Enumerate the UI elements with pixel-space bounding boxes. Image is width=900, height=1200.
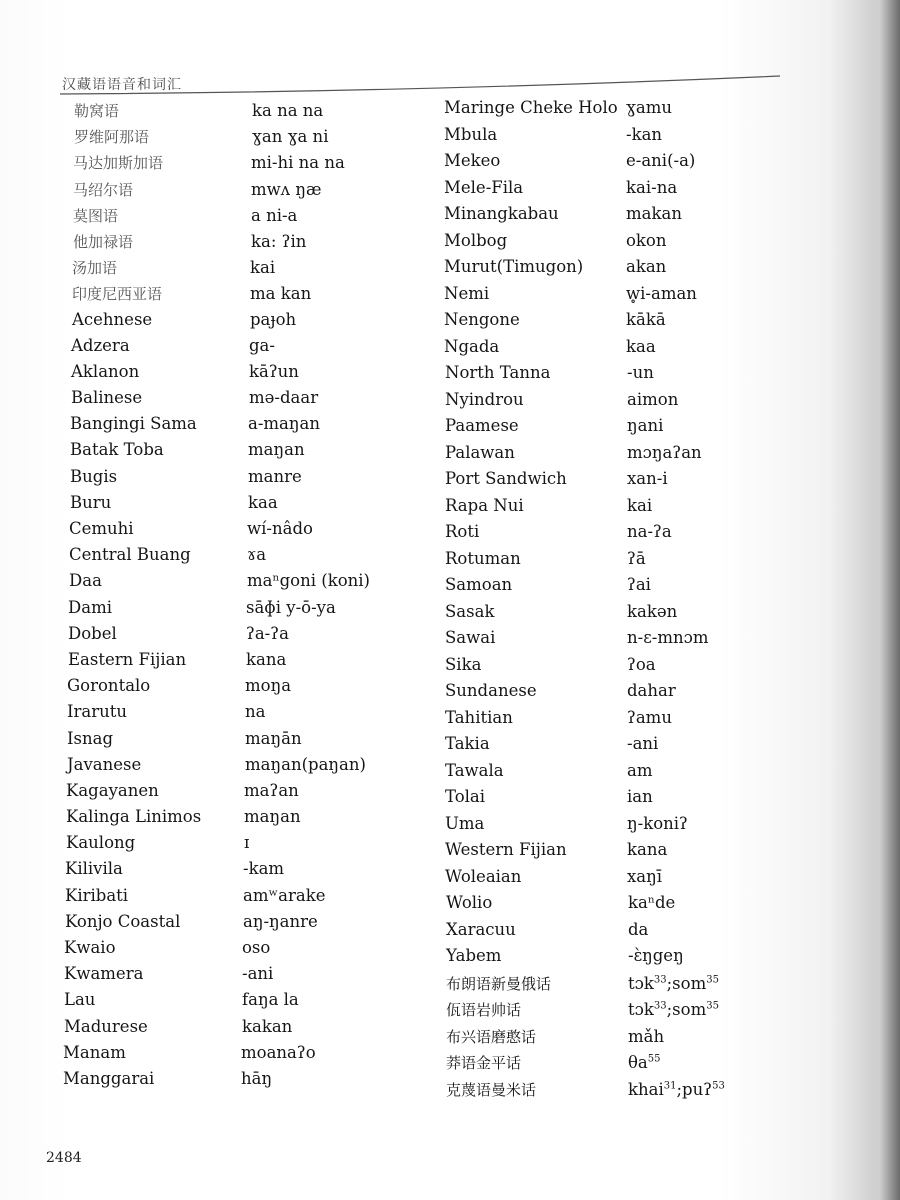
- word-form: ŋani: [627, 416, 664, 435]
- word-form: hāŋ: [241, 1068, 273, 1088]
- word-form: -ani: [242, 964, 274, 984]
- word-form: ian: [627, 787, 653, 806]
- language-name: Balinese: [71, 388, 143, 408]
- word-form: $\theta a^{55}$: [628, 1053, 661, 1072]
- entry-row: [445, 443, 725, 470]
- language-name: Mekeo: [444, 151, 501, 170]
- word-form: faŋa la: [242, 990, 299, 1010]
- language-name: Tolai: [445, 787, 486, 806]
- language-name: Kwamera: [64, 964, 144, 984]
- entry-row: [445, 416, 725, 443]
- language-name: Daa: [69, 571, 102, 591]
- language-name: Palawan: [445, 442, 515, 462]
- word-form: -un: [627, 363, 654, 382]
- word-form: wí-nâdo: [247, 519, 313, 538]
- language-name: Javanese: [67, 754, 142, 774]
- word-form: am: [627, 760, 653, 780]
- language-name: Manggarai: [63, 1068, 155, 1088]
- entry-row: [444, 310, 725, 337]
- entry-row: [444, 231, 725, 258]
- word-form: -kan: [626, 124, 663, 144]
- word-form: kaa: [248, 492, 278, 512]
- entry-row: [446, 1079, 725, 1106]
- word-form: akan: [626, 257, 667, 276]
- entry-row: [444, 284, 725, 311]
- language-name: 马绍尔语: [73, 180, 134, 199]
- language-name: Madurese: [64, 1016, 148, 1036]
- word-form: kākā: [626, 310, 666, 329]
- word-form: dahar: [627, 681, 676, 700]
- entry-row: [445, 575, 725, 602]
- language-name: Buru: [70, 492, 112, 512]
- word-form: ʔoa: [627, 654, 656, 674]
- language-name: Minangkabau: [444, 204, 559, 223]
- entry-row: [446, 893, 725, 920]
- language-name: 莽语金平话: [446, 1054, 522, 1072]
- entry-row: [445, 496, 725, 523]
- word-form: ma kan: [250, 284, 312, 304]
- entry-row: [445, 708, 725, 735]
- language-name: Manam: [63, 1042, 126, 1062]
- word-form: -ani: [627, 734, 659, 753]
- entry-row: [69, 571, 370, 597]
- entry-row: [63, 1043, 370, 1069]
- word-form: kakən: [627, 601, 678, 621]
- entry-row: [68, 650, 370, 676]
- word-form: ka na na: [252, 101, 324, 120]
- entry-row: [66, 781, 370, 807]
- entry-row: [69, 545, 370, 571]
- entry-row: [446, 920, 725, 947]
- language-name: Rapa Nui: [445, 495, 524, 515]
- entry-row: [444, 125, 725, 152]
- word-form: mwʌ ŋæ: [251, 179, 322, 199]
- entry-row: [73, 152, 370, 178]
- language-name: Nyindrou: [445, 389, 524, 409]
- language-name: Mele-Fila: [444, 177, 524, 197]
- language-name: Wolio: [446, 893, 493, 912]
- language-name: Sawai: [445, 628, 496, 647]
- language-name: Batak Toba: [70, 440, 164, 460]
- language-name: Lau: [64, 990, 96, 1010]
- entry-row: [445, 734, 725, 761]
- language-name: Isnag: [67, 728, 114, 748]
- word-form: maⁿgoni (koni): [247, 571, 370, 591]
- entry-row: [70, 414, 370, 440]
- entry-row: [445, 867, 725, 894]
- word-form: n-ɛ-mnɔm: [627, 628, 709, 647]
- entry-row: [68, 624, 370, 650]
- word-form: maʔan: [244, 780, 299, 800]
- running-head: 汉藏语语音和词汇: [62, 77, 182, 93]
- word-form: aŋ-ŋanre: [243, 911, 318, 931]
- language-name: Nengone: [444, 310, 520, 329]
- right-column: [444, 98, 725, 1105]
- word-form: ʔamu: [627, 707, 672, 727]
- word-form: ŋ-koniʔ: [627, 813, 688, 833]
- word-form: mə-daar: [249, 388, 319, 408]
- language-name: Kaulong: [66, 833, 136, 853]
- word-form: okon: [626, 230, 667, 250]
- language-name: Port Sandwich: [445, 469, 567, 488]
- word-form: kai: [627, 495, 653, 515]
- entry-row: [67, 729, 370, 755]
- entry-row: [445, 655, 725, 682]
- entry-row: [64, 990, 370, 1016]
- entry-row: [446, 999, 725, 1026]
- entry-row: [444, 151, 725, 178]
- language-name: 布兴语磨憨话: [446, 1027, 537, 1046]
- word-form: -ɛ̀ŋgeŋ: [628, 946, 684, 965]
- language-name: Kiribati: [65, 885, 129, 905]
- language-name: 莫图语: [73, 206, 119, 225]
- entry-row: [445, 522, 725, 549]
- entry-row: [72, 310, 370, 336]
- language-name: 马达加斯加语: [73, 154, 164, 173]
- word-form: ʔa-ʔa: [246, 623, 289, 643]
- entry-row: [444, 204, 725, 231]
- entry-row: [71, 362, 370, 388]
- word-form: xaŋī: [627, 866, 663, 886]
- word-form: a ni-a: [251, 205, 298, 225]
- language-name: Eastern Fijian: [68, 649, 187, 669]
- language-name: Nemi: [444, 283, 490, 303]
- entry-row: [63, 1069, 370, 1095]
- book-spine-shadow: [866, 0, 900, 1200]
- language-name: Irarutu: [67, 702, 128, 722]
- left-column: [62, 100, 370, 1095]
- entry-row: [73, 205, 370, 231]
- language-name: 克蔑语曼米话: [446, 1080, 537, 1099]
- entry-row: [70, 493, 370, 519]
- language-name: Mbula: [444, 124, 498, 144]
- language-name: Sika: [445, 654, 482, 674]
- entry-row: [67, 755, 370, 781]
- language-name: Takia: [445, 734, 490, 753]
- language-name: Tawala: [445, 760, 504, 780]
- word-form: maŋan(paŋan): [245, 754, 366, 774]
- language-name: Kalinga Linimos: [66, 807, 202, 827]
- word-form: mǎh: [628, 1026, 665, 1046]
- language-name: Cemuhi: [69, 519, 134, 538]
- language-name: Maringe Cheke Holo: [444, 98, 618, 117]
- word-form: e-ani(-a): [626, 151, 696, 170]
- entry-row: [73, 231, 370, 257]
- entry-row: [445, 549, 725, 576]
- word-form: paɟoh: [250, 309, 297, 329]
- language-name: Bangingi Sama: [70, 414, 197, 434]
- word-form: amʷarake: [243, 885, 326, 905]
- entry-row: [445, 761, 725, 788]
- entry-row: [445, 602, 725, 629]
- word-form: ga-: [249, 335, 275, 355]
- entry-row: [71, 388, 370, 414]
- word-form: mɔŋaʔan: [627, 442, 702, 462]
- entry-row: [67, 676, 370, 702]
- entry-row: [68, 598, 370, 624]
- language-name: Roti: [445, 522, 480, 541]
- entry-row: [65, 859, 370, 885]
- word-form: na-ʔa: [627, 522, 672, 541]
- word-form: ka: ʔin: [251, 231, 307, 251]
- language-name: Sasak: [445, 601, 495, 621]
- word-form: khai$^{31}$;puʔ$^{53}$: [628, 1079, 725, 1099]
- entry-row: [444, 337, 725, 364]
- word-form: ɣan ɣa ni: [252, 127, 329, 147]
- language-name: 汤加语: [72, 259, 118, 278]
- language-name: Rotuman: [445, 548, 521, 568]
- entry-row: [445, 840, 725, 867]
- language-name: Acehnese: [72, 309, 153, 329]
- entry-row: [445, 628, 725, 655]
- entry-row: [444, 178, 725, 205]
- entry-row: [69, 519, 370, 545]
- language-name: 佤语岩帅话: [446, 1001, 522, 1019]
- word-form: ʔai: [627, 575, 651, 594]
- language-name: 勒窝语: [74, 102, 120, 120]
- word-form: na: [245, 702, 266, 722]
- entry-row: [445, 814, 725, 841]
- word-form: kāʔun: [249, 361, 299, 381]
- entry-row: [73, 179, 370, 205]
- word-form: moŋa: [245, 676, 292, 696]
- word-form: aimon: [627, 389, 679, 409]
- language-name: North Tanna: [445, 363, 551, 382]
- page-number: 2484: [46, 1150, 82, 1166]
- language-name: Gorontalo: [67, 676, 151, 696]
- word-form: kai-na: [626, 177, 678, 197]
- language-name: Murut(Timugon): [444, 257, 584, 276]
- language-name: Konjo Coastal: [65, 911, 181, 931]
- entry-row: [64, 964, 370, 990]
- entry-row: [444, 257, 725, 284]
- entry-row: [446, 946, 725, 973]
- word-form: tɔk$^{33}$;som$^{35}$: [628, 1000, 719, 1019]
- entry-row: [445, 681, 725, 708]
- entry-row: [74, 126, 370, 152]
- word-form: xan-i: [627, 469, 668, 488]
- language-name: Ngada: [444, 336, 500, 356]
- word-form: ɣamu: [626, 98, 672, 117]
- language-name: Bugis: [70, 466, 118, 486]
- language-name: 他加禄语: [73, 232, 134, 251]
- language-name: Woleaian: [445, 866, 522, 886]
- language-name: Samoan: [445, 575, 513, 594]
- word-form: w̥i-aman: [626, 283, 697, 303]
- language-name: Xaracuu: [446, 919, 516, 939]
- entry-row: [65, 886, 370, 912]
- word-form: kaa: [626, 336, 656, 356]
- language-name: 罗维阿那语: [74, 128, 150, 147]
- entry-row: [64, 1017, 370, 1043]
- language-name: 布朗语新曼俄话: [446, 974, 552, 993]
- word-form: tɔk$^{33}$;som$^{35}$: [628, 973, 719, 993]
- language-name: Central Buang: [69, 545, 191, 565]
- word-form: maŋān: [245, 728, 302, 748]
- word-form: kakan: [242, 1016, 293, 1036]
- language-name: Kilivila: [65, 859, 123, 879]
- word-form: maŋan: [248, 440, 305, 460]
- language-name: Dobel: [68, 623, 117, 643]
- language-name: Uma: [445, 813, 485, 833]
- entry-row: [445, 390, 725, 417]
- word-form: kaⁿde: [628, 893, 676, 912]
- word-form: oso: [242, 938, 271, 957]
- entry-row: [445, 469, 725, 496]
- entry-row: [71, 336, 370, 362]
- language-name: Western Fijian: [445, 840, 567, 859]
- word-form: sāɸi y-ō-ya: [246, 597, 336, 617]
- entry-row: [65, 912, 370, 938]
- language-name: Molbog: [444, 230, 508, 250]
- language-name: Sundanese: [445, 681, 537, 700]
- entry-row: [444, 98, 725, 125]
- entry-row: [67, 702, 370, 728]
- language-name: Tahitian: [445, 707, 513, 727]
- entry-row: [74, 100, 370, 126]
- language-name: Aklanon: [71, 361, 140, 381]
- language-name: Kagayanen: [66, 780, 159, 800]
- entry-row: [66, 807, 370, 833]
- entry-row: [446, 1026, 725, 1053]
- language-name: Kwaio: [64, 938, 116, 957]
- word-form: kai: [250, 258, 276, 278]
- language-name: Dami: [68, 597, 112, 617]
- word-form: a-maŋan: [248, 414, 320, 434]
- word-form: maŋan: [244, 807, 301, 827]
- word-form: kana: [246, 649, 287, 669]
- entry-row: [72, 257, 370, 283]
- word-form: -kam: [243, 859, 285, 879]
- word-form: moanaʔo: [241, 1042, 316, 1062]
- entry-row: [445, 363, 725, 390]
- language-name: 印度尼西亚语: [72, 285, 163, 304]
- entry-row: [70, 467, 370, 493]
- entry-row: [70, 440, 370, 466]
- language-name: Paamese: [445, 416, 519, 435]
- word-form: ɪ: [244, 833, 250, 853]
- entry-row: [64, 938, 370, 964]
- word-form: mi-hi na na: [251, 153, 345, 173]
- entry-row: [66, 833, 370, 859]
- word-form: ɤa: [247, 545, 267, 565]
- entry-row: [445, 787, 725, 814]
- entry-row: [446, 1052, 725, 1079]
- entry-row: [72, 283, 370, 309]
- word-form: ʔā: [627, 548, 646, 568]
- entry-row: [446, 973, 725, 1000]
- word-form: makan: [626, 204, 682, 223]
- word-form: kana: [627, 840, 668, 859]
- word-form: manre: [248, 466, 302, 486]
- language-name: Adzera: [71, 335, 130, 355]
- language-name: Yabem: [446, 946, 502, 965]
- word-form: da: [628, 919, 649, 939]
